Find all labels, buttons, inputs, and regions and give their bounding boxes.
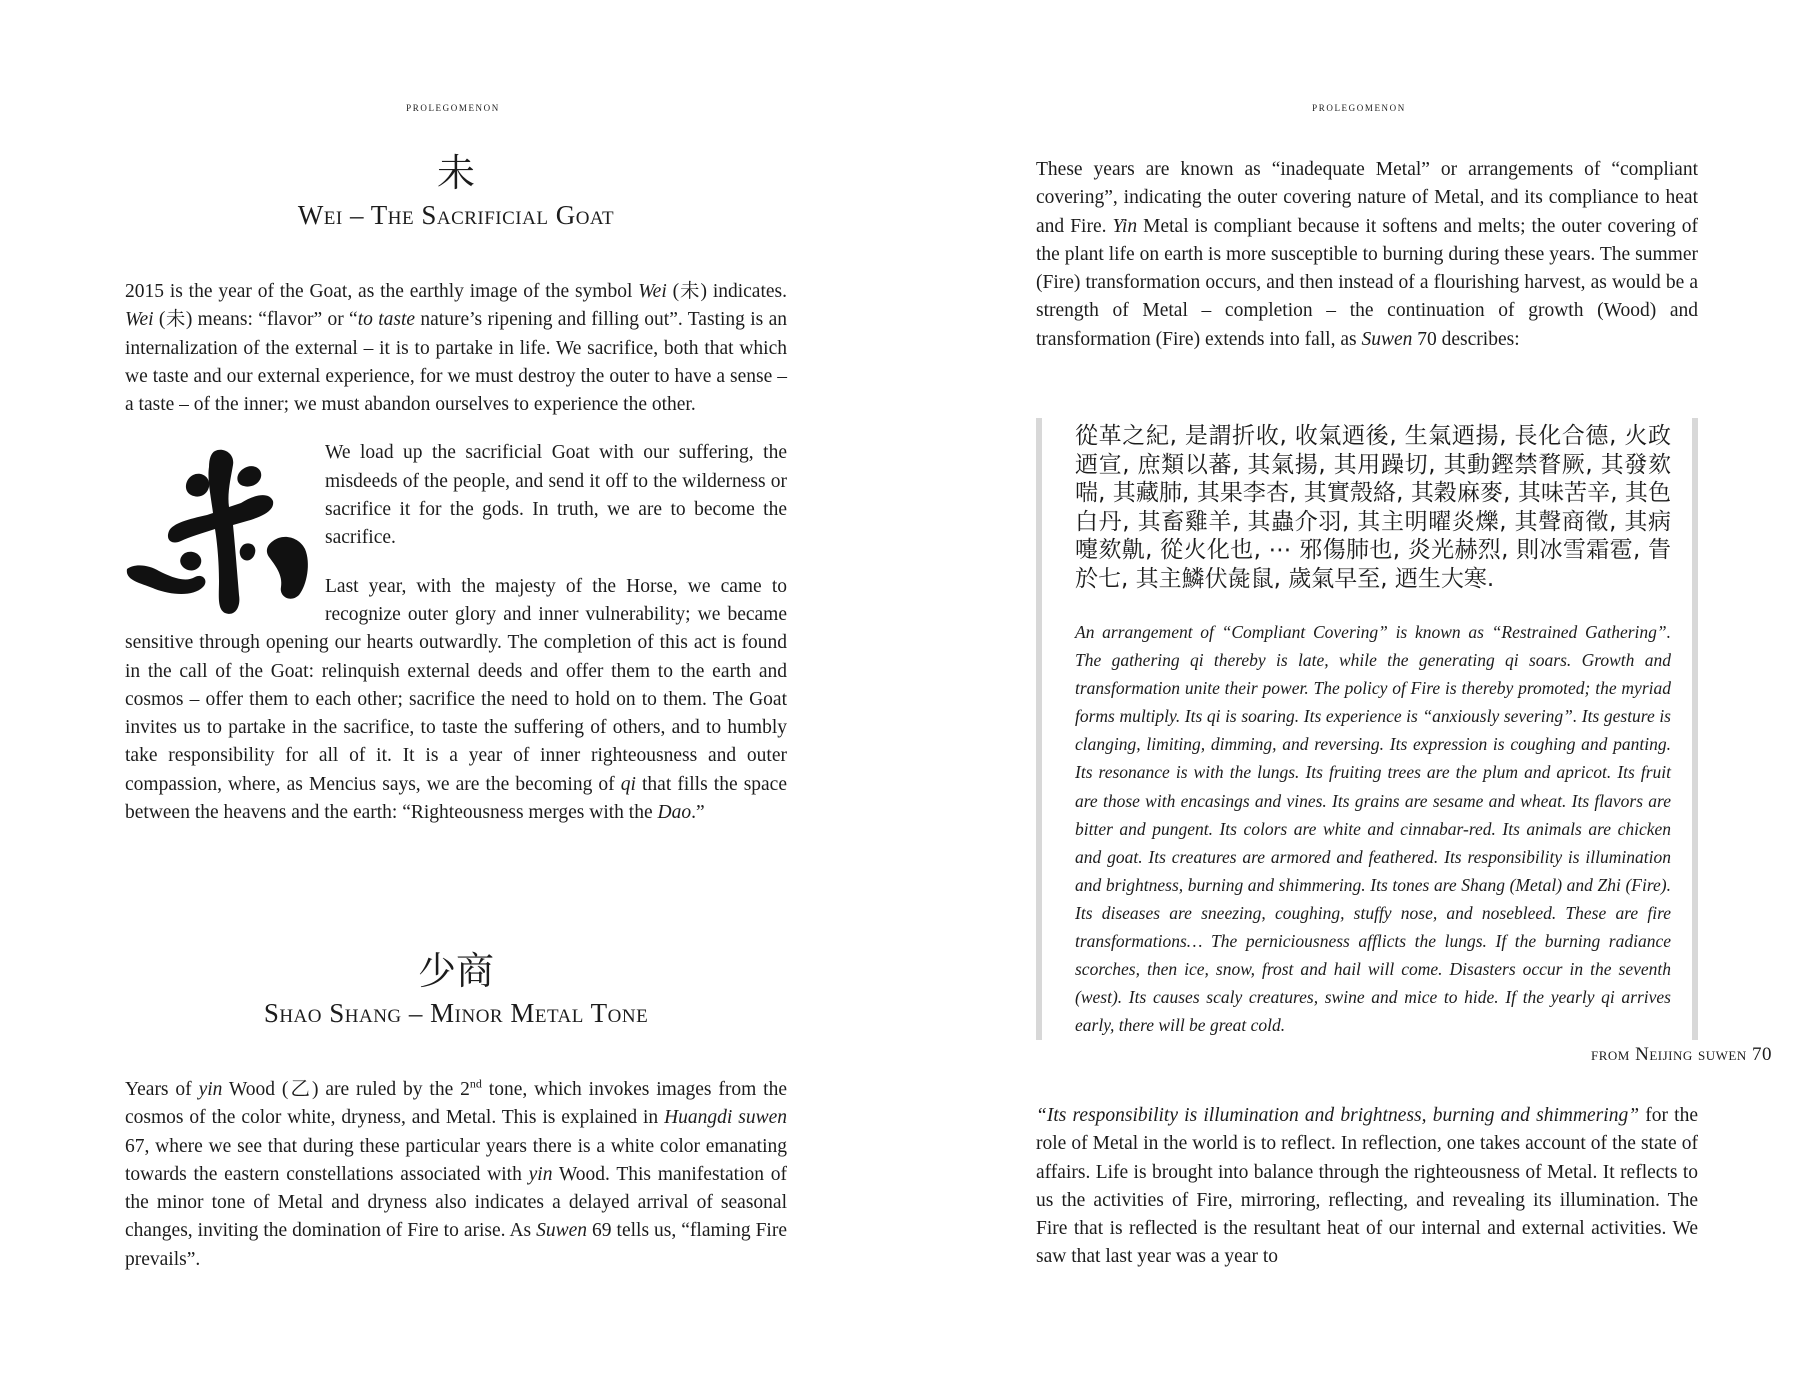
opening-paragraph (1036, 156, 1698, 354)
quote-chinese: 從革之紀, 是謂折收, 收氣迺後, 生氣迺揚, 長化合德, 火政迺宣, 庶類以蕃, 其氣揚, 其用躁切, 其動鏗禁瞀厥, 其發欬喘, 其藏肺, 其果李杏, 其實殼絡, 其穀麻麥, 其味苦辛, 其色白丹, 其畜雞羊, 其蟲介羽, 其主明曜炎爍, 其聲商徵, 其病嚏欬鼽, 從火化也, ⋯ 邪傷肺也, 炎光赫烈, 則冰雪霜雹, 眚於七, 其主鱗伏彘鼠, 歲氣早至, 迺生大寒. (1075, 423, 1671, 592)
running-head: prolegomenon (406, 99, 500, 114)
calligraphy-block (125, 439, 787, 827)
section-title: Shao Shang – Minor Metal Tone (263, 998, 649, 1028)
calligraphy-goat-image (123, 445, 311, 620)
suwen-quote-block (1036, 418, 1698, 1040)
running-head: prolegomenon (1312, 99, 1406, 114)
paragraph: Last year, with the majesty of the Horse, we came to recognize outer glory and inner vulnerability; we became sensitive through opening our hearts outwardly. The completion of this act is found in the call of the Goat: relinquish external deeds and offer them to the earth and cosmos – offer them to each other; sacrifice the need to hold on to them. The Goat invites us to partake in the sacrifice, to taste the suffering of others, and to humbly take responsibility for all of it. It is a year of inner righteousness and outer compassion, where, as Mencius says, we are the becoming of qi that fills the space between the heavens and the earth: “Righteousness merges with the Dao.” (125, 575, 787, 824)
quote-translation: An arrangement of “Compliant Covering” is known as “Restrained Gathering”. The gathering qi thereby is late, while the generating qi soars. Growth and transformation unite their power. The policy of Fire is thereby promoted; the myriad forms multiply. Its qi is soaring. Its experience is “anxiously severing”. Its gesture is clanging, limiting, dimming, and reversing. Its expression is coughing and panting. Its resonance is with the lungs. Its fruiting trees are the plum and apricot. Its fruit are those with encasings and vines. Its grains are sesame and wheat. Its flavors are bitter and pungent. Its colors are white and cinnabar-red. Its animals are chicken and goat. Its creatures are armored and feathered. Its responsibility is illumination and brightness, burning and shimmering. Its tones are Shang (Metal) and Zhi (Fire). Its diseases are sneezing, coughing, stuffy nose, and nosebleed. These are fire transformations… The perniciousness afflicts the lungs. If the burning radiance scorches, then ice, snow, frost and hail will come. Disasters occur in the seventh (west). Its causes scaly creatures, swine and mice to hide. If the yearly qi arrives early, there will be great cold. (1075, 622, 1671, 1036)
paragraph: Years of yin Wood (乙) are ruled by the 2nd tone, which invokes images from the cosmos of the color white, dryness, and Metal. This is explained in Huangdi suwen 67, where we see that during these particular years there is a white color emanating towards the eastern constellations associated with yin Wood. This manifestation of the minor tone of Metal and dryness also indicates a delayed arrival of seasonal changes, inviting the domination of Fire to arise. As Suwen 69 tells us, “flaming Fire prevails”. (125, 1076, 787, 1270)
wei-body (125, 278, 787, 827)
paragraph: We load up the sacrificial Goat with our suffering, the misdeeds of the people, and send it off to the wilderness or sacrifice it for the gods. In truth, we are to become the sacrifice. (325, 442, 787, 549)
section-shao-shang (125, 950, 787, 1030)
paragraph: 2015 is the year of the Goat, as the earthly image of the symbol Wei (未) indicates. Wei (未) means: “flavor” or “to taste nature’s ripening and filling out”. Tasting is an internalization of the external – it is to partake in life. We sacrifice, both that which we taste and our external experience, for we must destroy the outer to have a sense – a taste – of the inner; we must abandon ourselves to experience the other. (125, 281, 787, 416)
right-page (906, 0, 1812, 1398)
paragraph: “Its responsibility is illumination and brightness, burning and shimmering” for the role of Metal in the world is to reflect. In reflection, one takes account of the state of affairs. Life is brought into balance through the righteousness of Metal. It reflects to us the activities of Fire, mirroring, reflecting, and revealing its illumination. The Fire that is reflected is the resultant heat of our internal and external activities. We saw that last year was a year to (1036, 1105, 1699, 1268)
section-wei (125, 152, 787, 232)
paragraph: These years are known as “inadequate Metal” or arrangements of “compliant covering”, indicating the outer covering nature of Metal, and its compliance to heat and Fire. Yin Metal is compliant because it softens and melts; the outer covering of the plant life on earth is more susceptible to burning during these years. The summer (Fire) transformation occurs, and then instead of a flourishing harvest, as would be a strength of Metal – completion – the continuation of growth (Wood) and transformation (Fire) extends into fall, as Suwen 70 describes: (1036, 159, 1698, 350)
quote-source: from Neijing suwen 70 (1591, 1044, 1772, 1065)
section-hanzi: 少商 (417, 951, 494, 993)
shao-shang-body (125, 1076, 787, 1274)
closing-paragraph (1036, 1102, 1698, 1272)
section-title: Wei – The Sacrificial Goat (297, 200, 615, 230)
section-hanzi: 未 (436, 153, 475, 195)
